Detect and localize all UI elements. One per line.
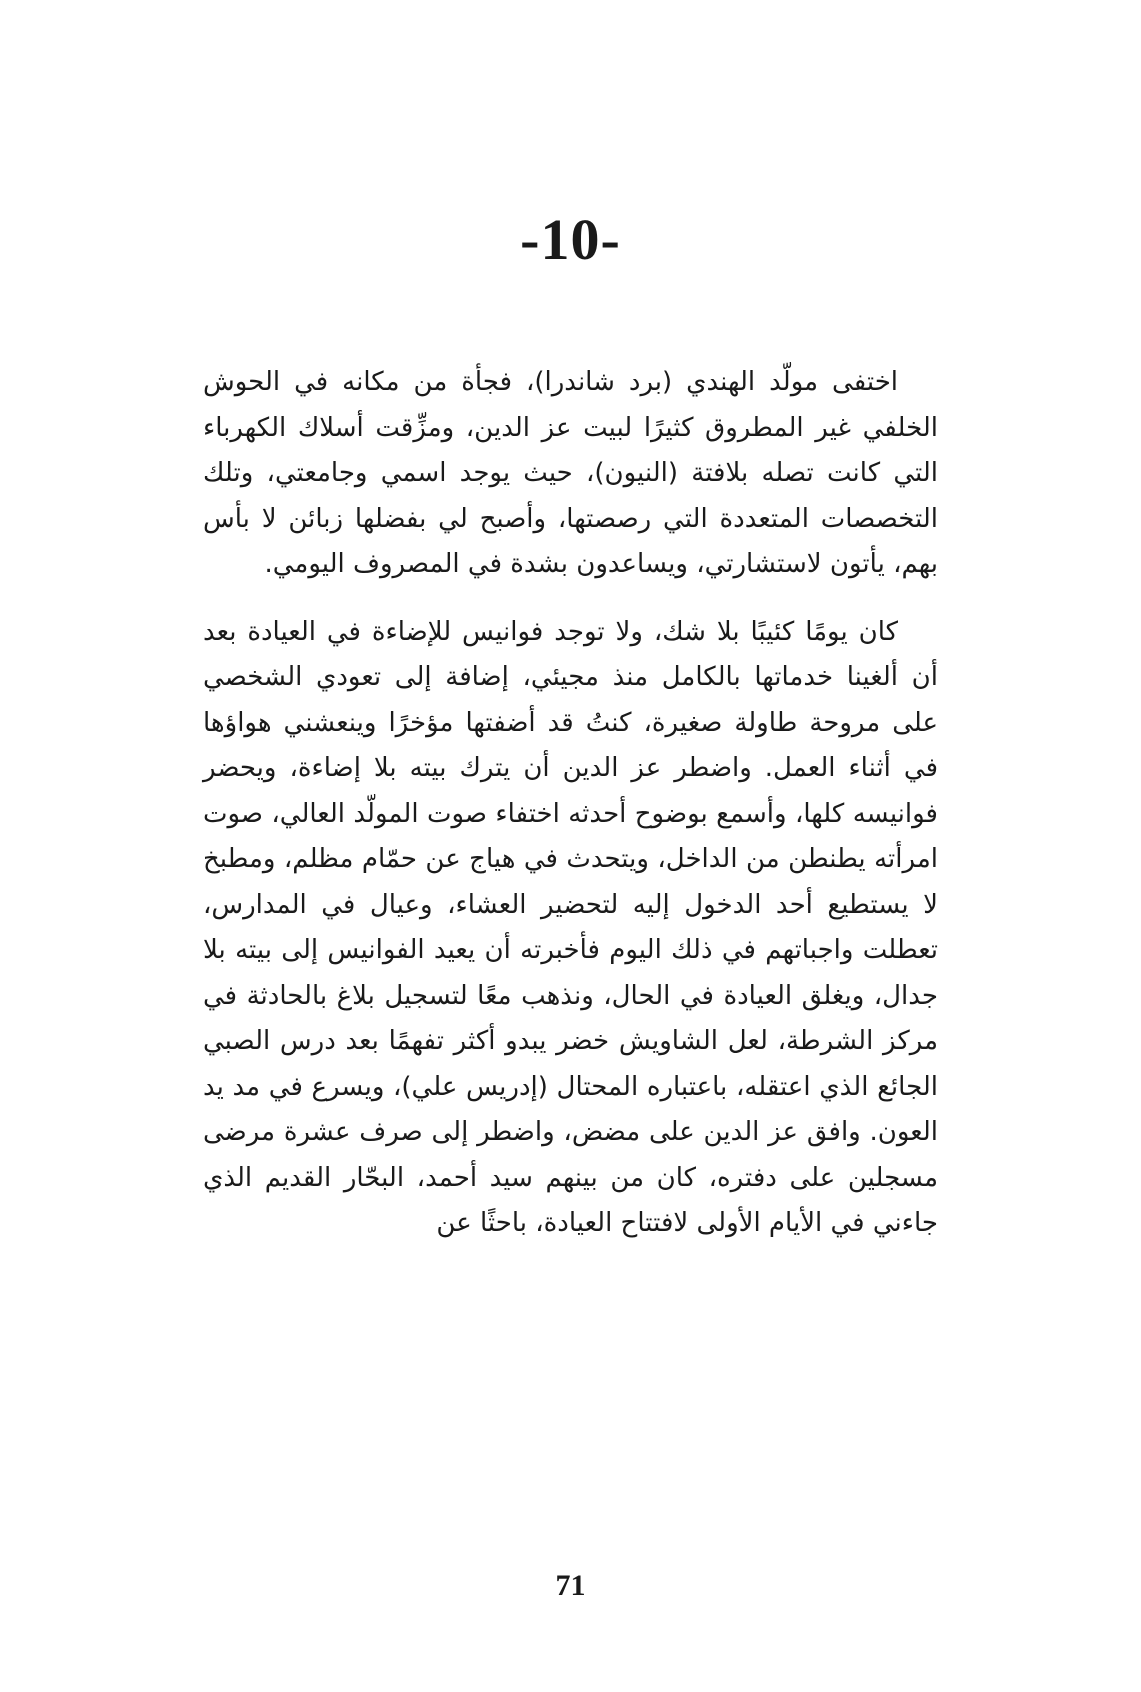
chapter-title: -10- [520, 207, 621, 272]
paragraph-2: كان يومًا كئيبًا بلا شك، ولا توجد فوانيس للإضاءة في العيادة بعد أن ألغينا خدماتها بالكامل منذ مجيئي، إضافة إلى تعودي الشخصي على مروحة طاولة صغيرة، كنتُ قد أضفتها مؤخرًا وينعشني هواؤها في أثناء العمل. واضطر عز الدين أن يترك بيته بلا إضاءة، ويحضر فوانيسه كلها، وأسمع بوضوح أحدثه اختفاء صوت المولّد العالي، صوت امرأته يطنطن من الداخل، ويتحدث في هياج عن حمّام مظلم، ومطبخ لا يستطيع أحد الدخول إليه لتحضير العشاء، وعيال في المدارس، تعطلت واجباتهم في ذلك اليوم فأخبرته أن يعيد الفوانيس إلى بيته بلا جدال، ويغلق العيادة في الحال، ونذهب معًا لتسجيل بلاغ بالحادثة في مركز الشرطة، لعل الشاويش خضر يبدو أكثر تفهمًا بعد درس الصبي الجائع الذي اعتقله، باعتباره المحتال (إدريس علي)، ويسرع في مد يد العون. وافق عز الدين على مضض، واضطر إلى صرف عشرة مرضى مسجلين على دفتره، كان من بينهم سيد أحمد، البحّار القديم الذي جاءني في الأيام الأولى لافتتاح العيادة، باحثًا عن [203, 616, 938, 1238]
page-number: 71 [555, 1569, 586, 1602]
paragraph-1: اختفى مولّد الهندي (برد شاندرا)، فجأة من مكانه في الحوش الخلفي غير المطروق كثيرًا لبيت عز الدين، ومزِّقت أسلاك الكهرباء التي كانت تصله بلافتة (النيون)، حيث يوجد اسمي وجامعتي، وتلك التخصصات المتعددة التي رصصتها، وأصبح لي بفضلها زبائن لا بأس بهم، يأتون لاستشارتي، ويساعدون بشدة في المصروف اليومي. [203, 367, 938, 579]
chapter-body [203, 360, 938, 1247]
